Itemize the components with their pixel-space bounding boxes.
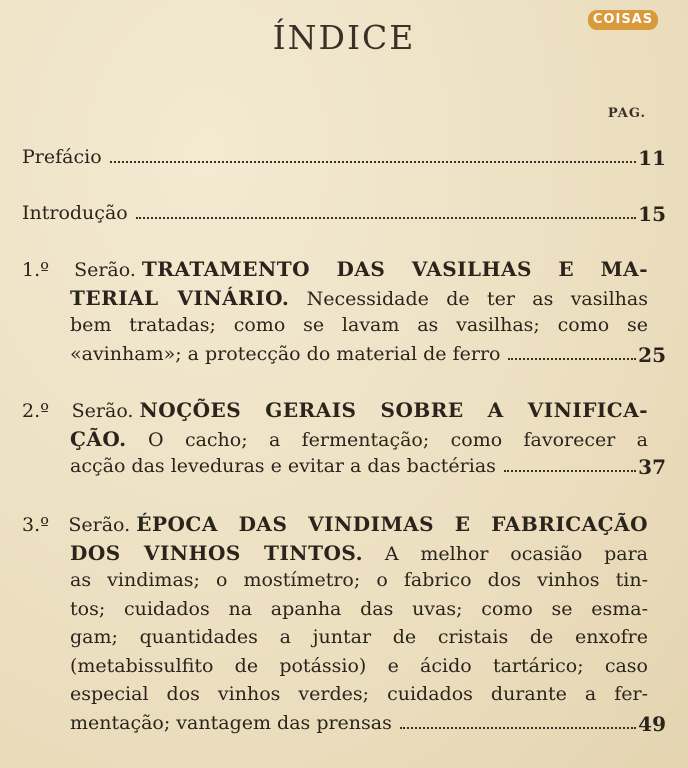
toc-page-number: 25 — [638, 342, 666, 367]
page-column-header: PAG. — [607, 106, 646, 121]
toc-line: tos; cuidados na apanha das uvas; como se esma- — [70, 597, 648, 620]
toc-line — [22, 512, 648, 541]
toc-line: (metabissulfito de potássio) e ácido tartárico; caso — [70, 654, 648, 677]
dot-leader — [110, 160, 636, 163]
toc-page-number: 37 — [638, 455, 666, 479]
toc-line — [22, 398, 648, 427]
toc-line — [22, 257, 648, 286]
toc-entry-prefacio — [22, 146, 666, 175]
toc-line — [22, 342, 666, 372]
serao-label: 3.º Serão. — [22, 514, 131, 536]
toc-entry-serao-1 — [22, 257, 666, 371]
toc-page-number: 49 — [638, 711, 666, 736]
dot-leader — [508, 357, 636, 360]
chapter-description: A melhor ocasião para — [384, 542, 648, 565]
toc-line — [22, 427, 648, 456]
chapter-description: «avinham»; a protecção do material de ferro — [70, 342, 501, 365]
chapter-description: O cacho; a fermentação; como favorecer a — [148, 428, 648, 451]
chapter-description: mentação; vantagem das prensas — [70, 711, 392, 734]
chapter-description: Necessidade de ter as vasilhas — [306, 287, 648, 310]
toc-line — [22, 286, 648, 315]
serao-label: 2.º Serão. — [22, 400, 134, 422]
toc-entry-label: Prefácio — [22, 146, 102, 168]
chapter-title: NOÇÕES GERAIS SOBRE A VINIFICA- — [139, 398, 649, 422]
chapter-title: ÇÃO. — [70, 426, 127, 451]
toc-page-number: 11 — [638, 146, 666, 170]
watermark-logo: COISAS — [588, 10, 658, 30]
chapter-title: DOS VINHOS TINTOS. — [70, 540, 364, 565]
dot-leader — [400, 726, 636, 729]
toc-line: bem tratadas; como se lavam as vasilhas; como se — [70, 314, 648, 336]
toc-line: gam; quantidades a juntar de cristais de enxofre — [70, 626, 648, 648]
chapter-description: acção das leveduras e evitar a das bactérias — [70, 455, 496, 477]
toc-entry-serao-3 — [22, 512, 666, 740]
dot-leader — [136, 216, 636, 219]
toc-line: especial dos vinhos verdes; cuidados durante a fer- — [70, 683, 648, 705]
dot-leader — [504, 469, 636, 472]
chapter-title: TERIAL VINÁRIO. — [70, 285, 290, 310]
toc-line — [22, 541, 648, 570]
toc-entry-label: Introdução — [22, 202, 128, 224]
toc-line: as vindimas; o mostímetro; o fabrico dos vinhos tin- — [70, 569, 648, 591]
chapter-title: ÉPOCA DAS VINDIMAS E FABRICAÇÃO — [136, 512, 649, 536]
toc-line — [22, 711, 666, 741]
toc-page-number: 15 — [638, 202, 666, 226]
page-title: ÍNDICE — [272, 18, 416, 57]
toc-entry-serao-2 — [22, 398, 666, 484]
serao-label: 1.º Serão. — [22, 259, 136, 281]
chapter-title: TRATAMENTO DAS VASILHAS E MA- — [141, 257, 649, 281]
toc-entry-introducao — [22, 202, 666, 231]
toc-line — [22, 455, 666, 484]
